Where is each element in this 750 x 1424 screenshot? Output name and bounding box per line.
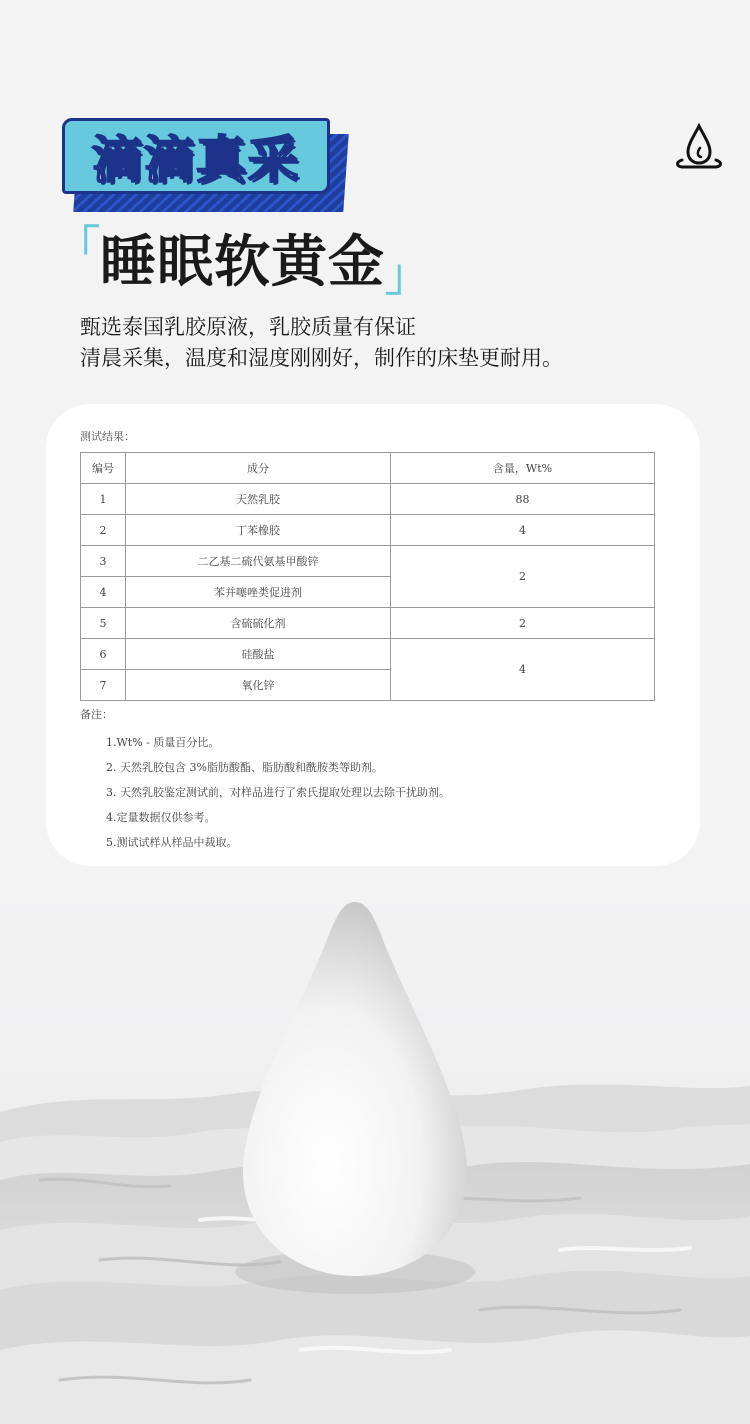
intro-line-2: 清晨采集，温度和湿度刚刚好，制作的床垫更耐用。	[80, 346, 563, 370]
table-row	[81, 484, 655, 515]
subtitle-row	[56, 218, 429, 301]
row-name: 含硫硫化剂	[126, 608, 391, 639]
row-name: 天然乳胶	[126, 484, 391, 515]
table-row	[81, 639, 655, 670]
table-row	[81, 608, 655, 639]
row-no: 3	[81, 546, 126, 577]
table-row	[81, 515, 655, 546]
badge-title: 滴滴真采	[92, 131, 300, 189]
notes-title: 备注：	[80, 708, 113, 721]
row-no: 6	[81, 639, 126, 670]
row-value: 4	[391, 639, 655, 701]
note-item: 3. 天然乳胶鉴定测试前，对样品进行了索氏提取处理以去除干扰助剂。	[106, 786, 450, 799]
row-name: 硅酸盐	[126, 639, 391, 670]
column-header-name: 成分	[126, 453, 391, 484]
row-value: 88	[391, 484, 655, 515]
column-header-value: 含量，Wt%	[391, 453, 655, 484]
row-value: 4	[391, 515, 655, 546]
latex-drop-scene	[0, 880, 750, 1424]
report-title: 测试结果：	[80, 430, 135, 443]
row-value: 2	[391, 546, 655, 608]
row-name: 氧化锌	[126, 670, 391, 701]
bracket-left: 「	[56, 222, 100, 273]
test-report-card	[46, 404, 700, 866]
row-name: 丁苯橡胶	[126, 515, 391, 546]
note-item: 2. 天然乳胶包含 3%脂肪酸酯、脂肪酸和酰胺类等助剂。	[106, 761, 383, 774]
row-no: 1	[81, 484, 126, 515]
row-name: 二乙基二硫代氨基甲酸锌	[126, 546, 391, 577]
note-item: 4.定量数据仅供参考。	[106, 811, 216, 824]
column-header-no: 编号	[81, 453, 126, 484]
results-table	[80, 452, 655, 701]
subtitle: 睡眠软黄金	[100, 230, 385, 295]
intro-line-1: 甄选泰国乳胶原液，乳胶质量有保证	[80, 315, 416, 339]
table-row	[81, 546, 655, 577]
row-name: 苯并噻唑类促进剂	[126, 577, 391, 608]
row-no: 7	[81, 670, 126, 701]
table-header-row	[81, 453, 655, 484]
water-drop-icon	[672, 122, 726, 172]
note-item: 1.Wt% - 质量百分比。	[106, 736, 220, 749]
row-value: 2	[391, 608, 655, 639]
row-no: 4	[81, 577, 126, 608]
intro-text	[80, 312, 700, 374]
title-badge	[62, 118, 352, 216]
badge-box	[62, 118, 330, 194]
bracket-right: 」	[385, 250, 429, 301]
row-no: 2	[81, 515, 126, 546]
row-no: 5	[81, 608, 126, 639]
note-item: 5.测试试样从样品中裁取。	[106, 836, 238, 849]
notes-list	[106, 730, 450, 855]
